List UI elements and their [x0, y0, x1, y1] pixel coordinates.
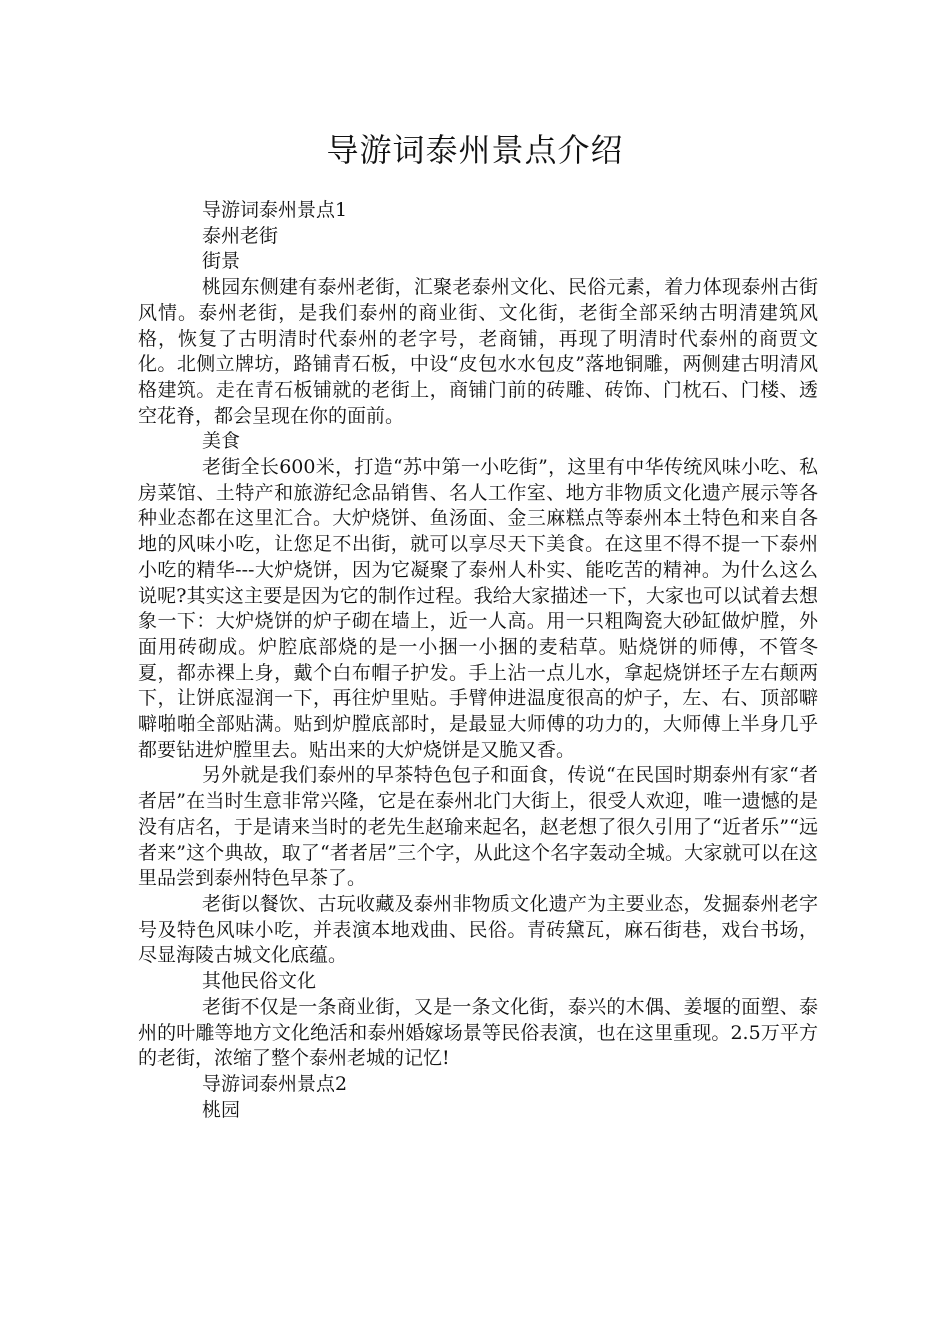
- document-title: 导游词泰州景点介绍: [326, 131, 624, 169]
- section-heading: 其他民俗文化: [202, 970, 317, 993]
- body-paragraph: 桃园东侧建有泰州老街，汇聚老泰州文化、民俗元素，着力体现泰州古街风情。泰州老街，是我们泰州的商业街、文化街，老街全部采纳古明清建筑风格，恢复了古明清时代泰州的老字号，老商铺，再现了明清时代泰州的商贾文化。北侧立牌坊，路铺青石板，中设“皮包水水包皮”落地铜雕，两侧建古明清风格建筑。走在青石板铺就的老街上，商铺门前的砖雕、砖饰、门枕石、门楼、透空花脊，都会呈现在你的面前。: [138, 276, 818, 427]
- body-paragraph: 老街以餐饮、古玩收藏及泰州非物质文化遗产为主要业态，发掘泰州老字号及特色风味小吃，并表演本地戏曲、民俗。青砖黛瓦，麻石街巷，戏台书场，尽显海陵古城文化底蕴。: [138, 892, 818, 967]
- section-heading: 街景: [202, 250, 241, 273]
- document-body: [138, 198, 818, 1123]
- body-paragraph: 老街不仅是一条商业街，又是一条文化街，泰兴的木偶、姜堰的面塑、泰州的叶雕等地方文化绝活和泰州婚嫁场景等民俗表演，也在这里重现。2.5万平方的老街，浓缩了整个泰州老城的记忆!: [138, 995, 818, 1070]
- section-heading: 桃园: [202, 1098, 241, 1121]
- body-paragraph: 老街全长600米，打造“苏中第一小吃街”，这里有中华传统风味小吃、私房菜馆、土特产和旅游纪念品销售、名人工作室、地方非物质文化遗产展示等各种业态都在这里汇合。大炉烧饼、鱼汤面、金三麻糕点等泰州本土特色和来自各地的风味小吃，让您足不出街，就可以享尽天下美食。在这里不得不提一下泰州小吃的精华---大炉烧饼，因为它凝聚了泰州人朴实、能吃苦的精神。为什么这么说呢?其实这主要是因为它的制作过程。我给大家描述一下，大家也可以试着去想象一下：大炉烧饼的炉子砌在墙上，近一人高。用一只粗陶瓷大砂缸做炉膛，外面用砖砌成。炉腔底部烧的是一小捆一小捆的麦秸草。贴烧饼的师傅，不管冬夏，都赤裸上身，戴个白布帽子护发。手上沾一点儿水，拿起烧饼坯子左右颠两下，让饼底湿润一下，再往炉里贴。手臂伸进温度很高的炉子，左、右、顶部噼噼啪啪全部贴满。贴到炉膛底部时，是最显大师傅的功力的，大师傅上半身几乎都要钻进炉膛里去。贴出来的大炉烧饼是又脆又香。: [138, 456, 818, 761]
- section-heading: 美食: [202, 430, 241, 453]
- section-heading: 导游词泰州景点1: [202, 199, 348, 221]
- body-paragraph: 另外就是我们泰州的早茶特色包子和面食，传说“在民国时期泰州有家“者者居”在当时生意非常兴隆，它是在泰州北门大街上，很受人欢迎，唯一遗憾的是没有店名，于是请来当时的老先生赵瑜来起名，赵老想了很久引用了“近者乐”“远者来”这个典故，取了“者者居”三个字，从此这个名字轰动全城。大家就可以在这里品尝到泰州特色早茶了。: [138, 764, 818, 890]
- section-heading: 泰州老街: [202, 224, 279, 247]
- section-heading: 导游词泰州景点2: [202, 1072, 348, 1095]
